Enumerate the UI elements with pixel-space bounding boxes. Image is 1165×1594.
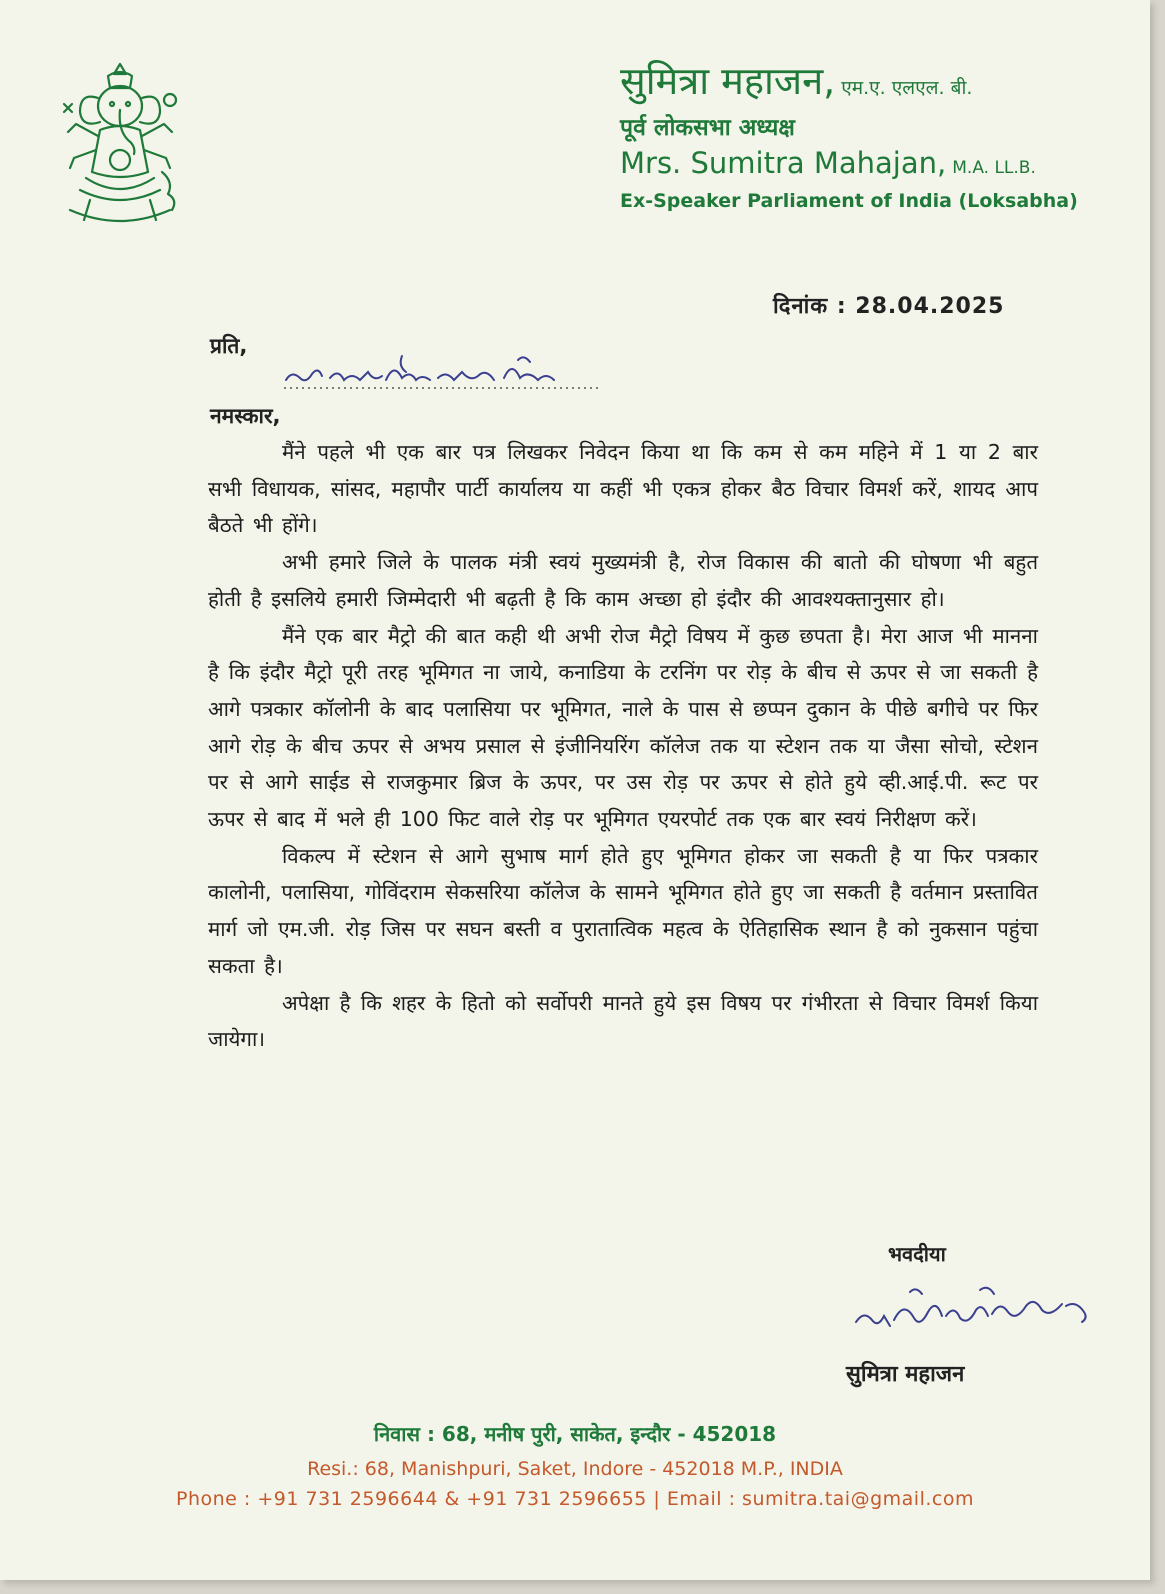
letterhead-name-hindi: सुमित्रा महाजन, एम.ए. एलएल. बी. — [620, 59, 973, 103]
paragraph-2: अभी हमारे जिले के पालक मंत्री स्वयं मुख्यमंत्री है, रोज विकास की बातो की घोषणा भी बहुत होती है इसलिये हमारी जिम्मेदारी भी बढ़ती है कि काम अच्छा हो इंदौर की आवश्यक्तानुसार हो। — [208, 550, 1038, 611]
greeting: नमस्कार, — [210, 404, 281, 428]
footer-residence-hindi: निवास : 68, मनीष पुरी, साकेत, इन्दौर - 452018 — [373, 1422, 777, 1446]
paragraph-5: अपेक्षा है कि शहर के हितो को सर्वोपरी मानते हुये इस विषय पर गंभीरता से विचार विमर्श किया जायेगा। — [208, 990, 1038, 1052]
letterhead-title-english: Ex-Speaker Parliament of India (Loksabha) — [620, 190, 1078, 212]
closing: भवदीया — [888, 1242, 946, 1266]
footer-residence-english: Resi.: 68, Manishpuri, Saket, Indore - 452018 M.P., INDIA — [307, 1458, 843, 1480]
signatory-name: सुमित्रा महाजन — [846, 1362, 965, 1387]
handwritten-signature — [850, 1282, 1100, 1340]
handwritten-addressee — [282, 352, 602, 394]
paragraph-1: मैंने पहले भी एक बार पत्र लिखकर निवेदन किया था कि कम से कम महिने में 1 या 2 बार सभी विधायक, सांसद, महापौर पार्टी कार्यालय या कहीं भी एकत्र होकर बैठ विचार विमर्श करें, शायद आप बैठते भी होंगे। — [208, 440, 1038, 538]
letterhead-title-hindi: पूर्व लोकसभा अध्यक्ष — [620, 115, 795, 141]
paragraph-3: मैंने एक बार मैट्रो की बात कही थी अभी रोज मैट्रो विषय में कुछ छपता है। मेरा आज भी मानना है कि इंदौर मैट्रो पूरी तरह भूमिगत ना जाये, कनाडिया के टरनिंग पर रोड़ के बीच से ऊपर से जा सकती है आगे पत्रकार कॉलोनी के बाद पलासिया पर भूमिगत, नाले के पास से छप्पन दुकान के पीछे बगीचे पर फिर आगे रोड़ के बीच ऊपर से अभय प्रसाल से इंजीनियरिंग कॉलेज तक या स्टेशन तक या जैसा सोचो, स्टेशन पर से आगे साईड से राजकुमार ब्रिज के ऊपर, पर उस रोड़ पर ऊपर से होते हुये व्ही.आई.पी. रूट पर ऊपर से बाद में भले ही 100 फिट वाले रोड़ पर भूमिगत एयरपोर्ट तक एक बार स्वयं निरीक्षण करें। — [208, 623, 1038, 832]
letterhead-name-english: Mrs. Sumitra Mahajan, M.A. LL.B. — [620, 146, 1036, 180]
paragraph-4: विकल्प में स्टेशन से आगे सुभाष मार्ग होते हुए भूमिगत होकर जा सकती है या फिर पत्रकार कालोनी, पलासिया, गोविंदराम सेकसरिया कॉलेज के सामने भूमिगत होते हुए जा सकती है वर्तमान प्रस्तावित मार्ग जो एम.जी. रोड़ जिस पर सघन बस्ती व पुरातात्विक महत्व के ऐतिहासिक स्थान है को नुकसान पहुंचा सकता है। — [208, 843, 1038, 978]
letterhead-degree-hindi: एम.ए. एलएल. बी. — [841, 77, 973, 99]
ganesha-icon — [50, 60, 190, 230]
letterhead-degree-english: M.A. LL.B. — [952, 158, 1036, 178]
letter-body — [208, 434, 1038, 1058]
letter-date: दिनांक : 28.04.2025 — [773, 294, 1005, 319]
recipient-label: प्रति, — [210, 334, 248, 358]
footer-contact: Phone : +91 731 2596644 & +91 731 2596655 | Email : sumitra.tai@gmail.com — [176, 1488, 974, 1510]
